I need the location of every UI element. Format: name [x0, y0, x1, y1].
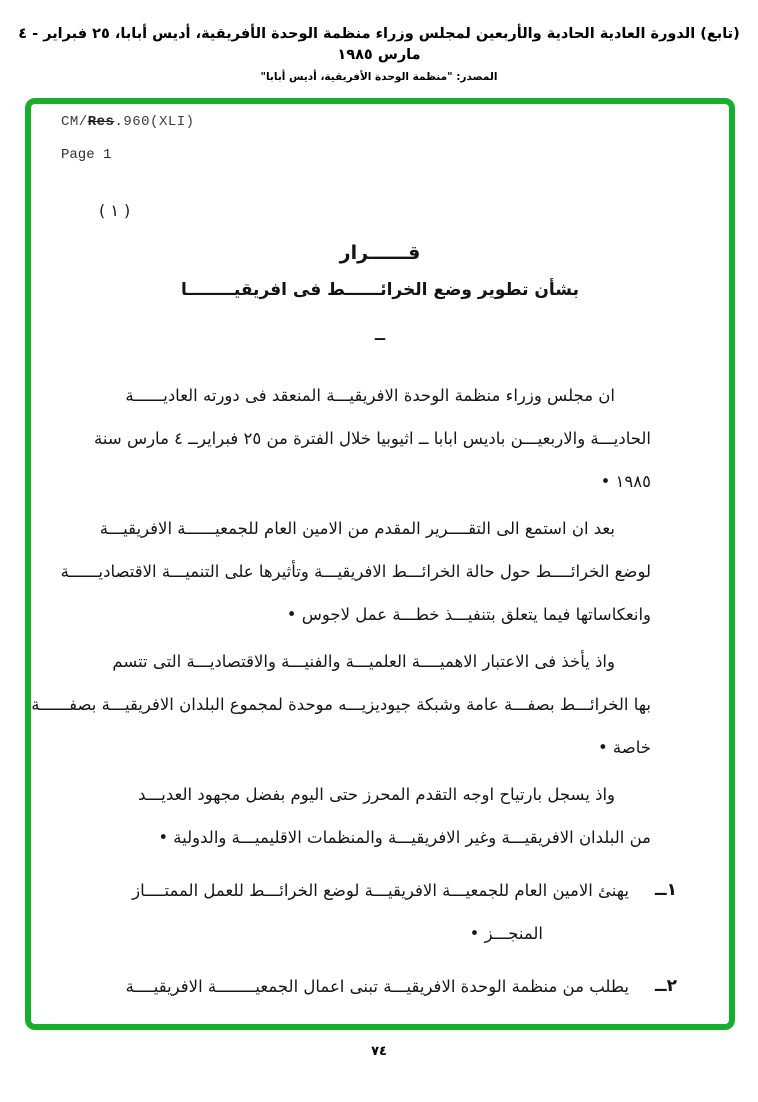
operative-items: [65, 869, 677, 1008]
document-header: [0, 24, 758, 83]
footer-page-number: ٧٤: [371, 1044, 387, 1060]
preamble-paragraph-2: بعد ان استمع الى التقــــرير المقدم من الامين العام للجمعيــــــة الافريقيـــة لوضع الخرائــــط حول حالة الخرائـــط الافريقيـــة وتأثيرها على التنميـــة الاقتصاديــــــة وانعكاساتها فيما يتعلق بتنفيـــذ خطـــة عمل لاجوس •: [60, 519, 651, 625]
document-ref: [61, 114, 729, 130]
operative-item-2: [65, 965, 677, 1008]
preamble-paragraph-1: ان مجلس وزراء منظمة الوحدة الافريقيـــة المنعقد فى دورته العاديــــــة الحاديـــة والاربعيـــن باديس ابابا ــ اثيوبيا خلال الفترة من ٢٥ فبرايرــ ٤ مارس سنة ١٩٨٥ •: [94, 386, 651, 492]
resolution-subtitle: بشأن تطوير وضع الخرائــــــط فى افريقيــــــــا: [181, 280, 579, 301]
document-ref-struck: Res: [87, 114, 115, 131]
document-ref-suffix: .960(XLI): [114, 114, 195, 131]
preamble-paragraph-3: واذ يأخذ فى الاعتبار الاهميــــة العلميـــة والفنيـــة والاقتصاديـــة التى تتسم بها الخرائـــط بصفـــة عامة وشبكة جيوديزيـــه موحدة لمجموع البلدان الافريقيـــة بصفــــــة خاصة •: [31, 652, 651, 758]
item-index-marker: ( ١ ): [99, 201, 131, 221]
page: [0, 24, 758, 1102]
header-session-line: (تابع) الدورة العادية الحادية والأربعين لمجلس وزراء منظمة الوحدة الأفريقية، أديس أبابا، ٢٥ فبراير - ٤ مارس ١٩٨٥: [18, 26, 740, 64]
scanned-document-frame: [25, 98, 735, 1030]
page-number-label: Page 1: [61, 147, 112, 164]
item-text: يطلب من منظمة الوحدة الافريقيـــة تبنى اعمال الجمعيــــــــة الافريقيــــة: [125, 977, 629, 997]
item-text: يهنئ الامين العام للجمعيـــة الافريقيـــة لوضع الخرائـــط للعمل الممتــــاز المنجـــز •: [132, 881, 629, 944]
item-number: ١ــ: [654, 880, 677, 901]
resolution-title: قــــــرار: [339, 242, 421, 265]
title-divider: ــ: [374, 326, 386, 345]
header-source-line: المصدر: "منظمة الوحدة الأفريقية، أديس أبابا": [260, 71, 498, 84]
operative-item-1: [65, 869, 677, 955]
item-number: ٢ــ: [654, 976, 677, 997]
resolution-body: [31, 374, 729, 1008]
document-ref-prefix: CM/: [61, 114, 88, 131]
preamble-paragraph-4: واذ يسجل بارتياح اوجه التقدم المحرز حتى اليوم بفضل مجهود العديـــد من البلدان الافريقيـــة وغير الافريقيـــة والمنظمات الاقليميـــة والدولية •: [138, 785, 651, 848]
